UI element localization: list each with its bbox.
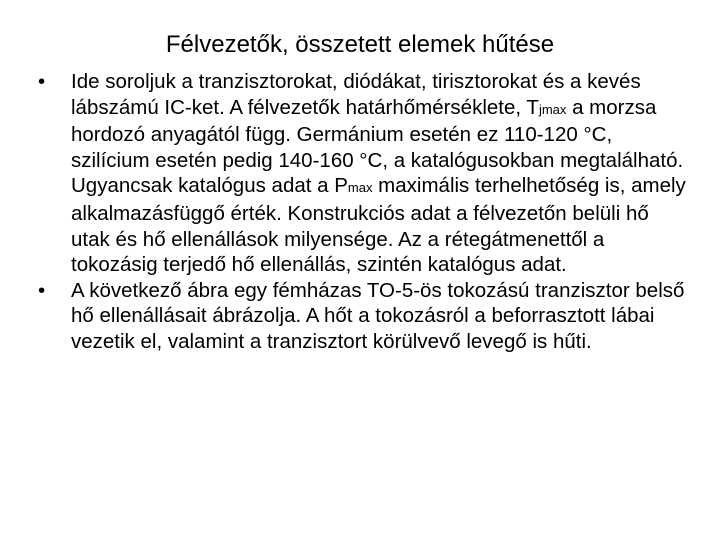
bullet-text: A következő ábra egy fémházas TO-5-ös tokozású tranzisztor belső hő ellenállásait ábrázolja. A hőt a tokozásról a beforrasztott lábai vezetik el, valamint a tranzisztort körülvevő levegő is hűti. — [71, 278, 685, 353]
bullet-marker: • — [38, 70, 46, 93]
bullet-list — [38, 69, 688, 355]
bullet-item — [38, 69, 688, 278]
subscript-text: jmax — [538, 101, 567, 117]
slide-title: Félvezetők, összetett elemek hűtése — [165, 31, 555, 58]
subscript-text: max — [347, 180, 373, 196]
bullet-text: a morzsa hordozó anyagától függ. Germánium esetén ez 110-120 °C, szilícium esetén pedig 140-160 °C, a katalógusokban megtalálható. Ugyancsak katalógus adat a P — [71, 95, 684, 198]
bullet-text: maximális terhelhetőség is, amely alkalmazásfüggő érték. Konstrukciós adat a félvezetőn belüli hő utak és hő ellenállások milyensége. Az a rétegátmenettől a tokozásig terjedő hő ellenállás, szintén katalógus adat. — [71, 174, 686, 277]
bullet-text: Ide soroljuk a tranzisztorokat, diódákat, tirisztorokat és a kevés lábszámú IC-ket. A félvezetők határhőmérséklete, T — [71, 70, 641, 119]
bullet-item — [38, 278, 688, 355]
bullet-marker: • — [38, 278, 46, 302]
